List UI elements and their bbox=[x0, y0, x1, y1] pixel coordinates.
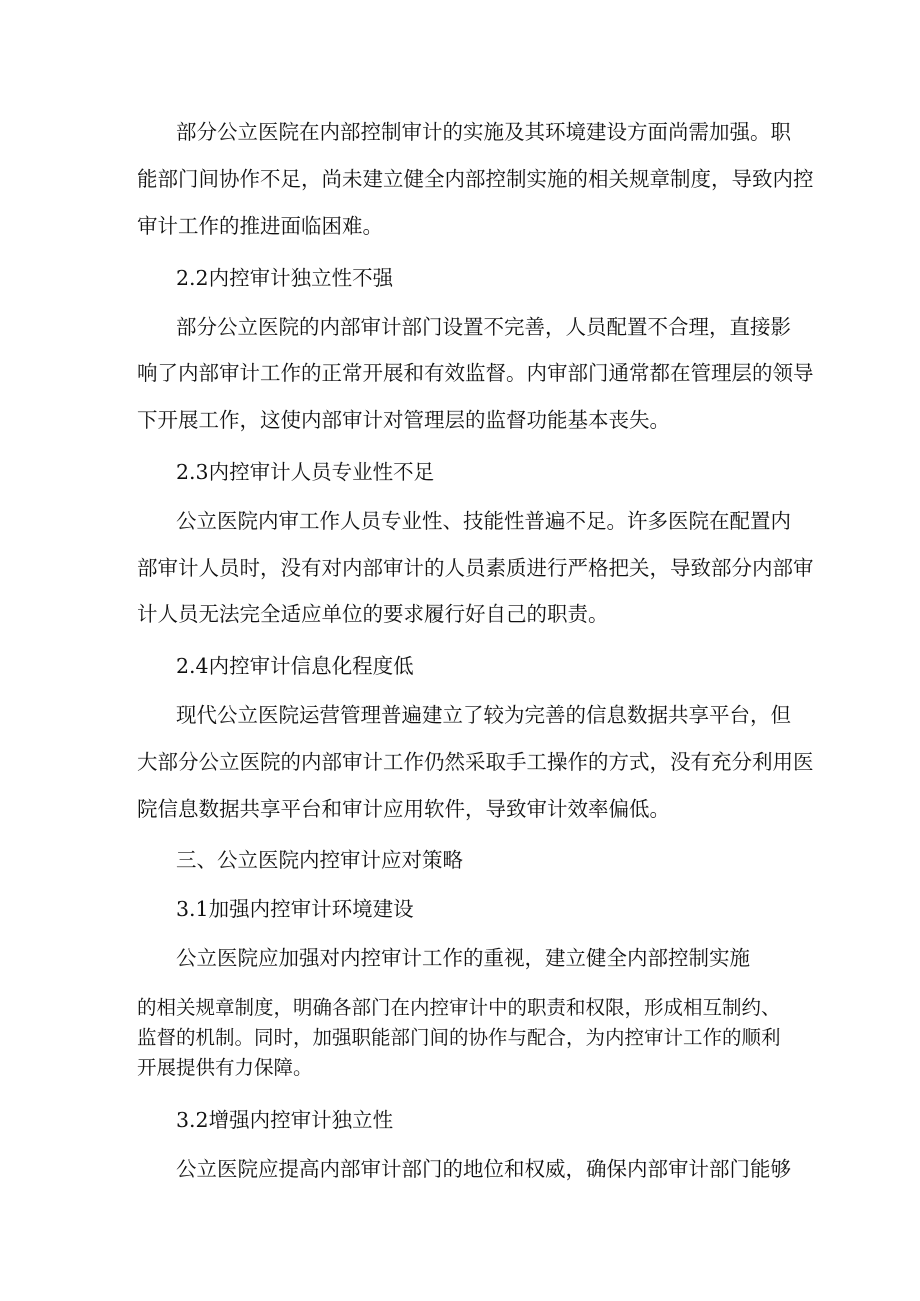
paragraph-line: 响了内部审计工作的正常开展和有效监督。内审部门通常都在管理层的领导 bbox=[137, 361, 814, 385]
paragraph-line: 公立医院应提高内部审计部门的地位和权威，确保内部审计部门能够 bbox=[176, 1157, 791, 1181]
paragraph-line: 监督的机制。同时，加强职能部门间的协作与配合，为内控审计工作的顺利 bbox=[137, 1026, 781, 1049]
paragraph-line: 大部分公立医院的内部审计工作仍然采取手工操作的方式，没有充分利用医 bbox=[137, 750, 814, 774]
paragraph-line: 计人员无法完全适应单位的要求履行好自己的职责。 bbox=[137, 602, 609, 626]
chapter-heading: 三、公立医院内控审计应对策略 bbox=[176, 848, 463, 872]
section-heading: 3.1加强内控审计环境建设 bbox=[176, 897, 414, 921]
paragraph-line: 下开展工作，这使内部审计对管理层的监督功能基本丧失。 bbox=[137, 408, 670, 432]
paragraph-line: 的相关规章制度，明确各部门在内控审计中的职责和权限，形成相互制约、 bbox=[137, 996, 781, 1019]
paragraph-line: 现代公立医院运营管理普遍建立了较为完善的信息数据共享平台，但 bbox=[176, 703, 791, 727]
section-heading: 3.2增强内控审计独立性 bbox=[176, 1108, 394, 1132]
paragraph-line: 部分公立医院的内部审计部门设置不完善，人员配置不合理，直接影 bbox=[176, 315, 791, 339]
paragraph-line: 开展提供有力保障。 bbox=[137, 1056, 313, 1079]
paragraph-line: 院信息数据共享平台和审计应用软件，导致审计效率偏低。 bbox=[137, 797, 670, 821]
section-heading: 2.4内控审计信息化程度低 bbox=[176, 654, 414, 678]
section-heading: 2.3内控审计人员专业性不足 bbox=[176, 460, 435, 484]
paragraph-line: 公立医院应加强对内控审计工作的重视，建立健全内部控制实施 bbox=[176, 946, 750, 970]
paragraph-line: 部审计人员时，没有对内部审计的人员素质进行严格把关，导致部分内部审 bbox=[137, 556, 814, 580]
paragraph-line: 部分公立医院在内部控制审计的实施及其环境建设方面尚需加强。职 bbox=[176, 120, 791, 144]
section-heading: 2.2内控审计独立性不强 bbox=[176, 266, 394, 290]
paragraph-line: 能部门间协作不足，尚未建立健全内部控制实施的相关规章制度，导致内控 bbox=[137, 167, 814, 191]
paragraph-line: 审计工作的推进面临困难。 bbox=[137, 214, 383, 238]
paragraph-line: 公立医院内审工作人员专业性、技能性普遍不足。许多医院在配置内 bbox=[176, 509, 791, 533]
